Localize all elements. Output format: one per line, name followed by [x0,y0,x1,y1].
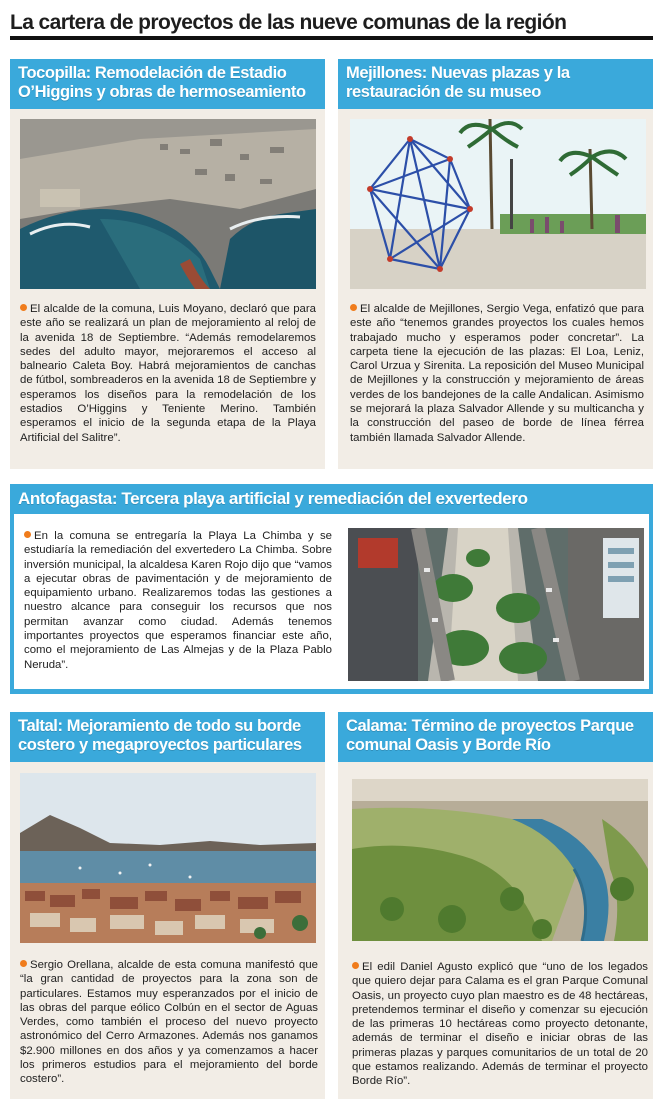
bullet-icon [352,962,359,969]
page-title: La cartera de proyectos de las nueve comunas de la región [10,10,653,40]
tocopilla-body-text: El alcalde de la comuna, Luis Moyano, declaró que para este año se realizará un plan de mejoramiento al reloj de la avenida 18 de Septiembre. “Además remodelaremos sedes del adulto mayor, mejoraremos el acceso al balneario Caleta Boy. Habrá mejoramientos de canchas de fútbol, sombreaderos en la avenida 18 de Septiembre y esperamos los diseños para la remodelación de los estadios O’Higgins y Teniente Merino. También esperamos el inicio de la segunda etapa de la Playa Artificial del Salitre”. [20,303,316,444]
mejillones-body [350,302,644,462]
tocopilla-card [10,59,325,469]
antofagasta-heading: Antofagasta: Tercera playa artificial y remediación del exvertedero [10,484,653,514]
tocopilla-heading: Tocopilla: Remodelación de Estadio O’Higgins y obras de hermoseamiento [10,59,325,109]
taltal-body [20,958,318,1098]
bullet-icon [24,531,31,538]
bullet-icon [20,960,27,967]
bullet-icon [20,304,27,311]
antofagasta-body [24,529,332,684]
tocopilla-body [20,302,316,462]
mejillones-body-text: El alcalde de Mejillones, Sergio Vega, enfatizó que para este año “tenemos grandes proyectos los cuales hemos trabajado mucho y esperamos poder concretar”. La carpeta tiene la ejecución de las plazas: El Loa, Leniz, Carol Urzua y Sirenita. La reposición del Museo Municipal de Mejillones y la construcción y mejoramiento de áreas verdes de los bandejones de la calle Andalican. Asimismo se mejorará la plaza Salvador Allende y su multicancha y la construcción del paseo de borde de línea férrea también llamada Salvador Allende. [350,303,644,444]
city-boulevard-photo [348,528,644,681]
antofagasta-card [10,484,653,694]
taltal-heading: Taltal: Mejoramiento de todo su borde costero y megaproyectos particulares [10,712,325,762]
antofagasta-panel [14,514,649,689]
aerial-coast-photo [20,119,316,289]
coastal-town-photo [20,773,316,943]
bullet-icon [350,304,357,311]
antofagasta-body-text: En la comuna se entregaría la Playa La Chimba y se estudiaría la remediación del exvertedero La Chimba. Sobre inversión municipal, la alcaldesa Karen Rojo dijo que “vamos a ejecutar obras de pavimentación y de mejoramiento de equipamiento urbano. Realizaremos todas las gestiones a nuestro alcance para conseguir los recursos que nos permitan avanzar como ciudad. Además tenemos importantes proyectos que esperamos financiar este año, como el mejoramiento de Las Almejas y de la Plaza Pablo Neruda”. [24,530,332,671]
calama-card [338,712,653,1099]
mejillones-heading: Mejillones: Nuevas plazas y la restauración de su museo [338,59,653,109]
river-oasis-photo [352,779,648,941]
calama-heading: Calama: Término de proyectos Parque comunal Oasis y Borde Río [338,712,653,762]
calama-body-text: El edil Daniel Agusto explicó que “uno de los legados que quiero dejar para Calama es el gran Parque Comunal Oasis, un proyecto cuyo plan maestro es de 48 hectáreas, pretendemos terminar el diseño y comenzar su ejecución de las primeras 10 hectáreas como proyecto detonante, además de terminar el diseño e iniciar obras de las primeras plazas y parques comunitarios de un total de 20 que estamos realizando. Además de terminar el proyecto Borde Río”. [352,961,648,1088]
mejillones-card [338,59,653,469]
taltal-card [10,712,325,1099]
taltal-body-text: Sergio Orellana, alcalde de esta comuna manifestó que “la gran cantidad de proyectos para la zona son de particulares. Estamos muy esperanzados por el inicio de las obras del parque eólico Colbún en el sector de Aguas Verdes, como también el proceso del nuevo proyecto astronómico del Cerro Armazones. Además nos ganamos $2.900 millones en dos años y ya comenzamos a hacer los primeros estudios para el mejoramiento del borde costero”. [20,959,318,1086]
playground-plaza-photo [350,119,646,289]
calama-body [352,960,648,1098]
